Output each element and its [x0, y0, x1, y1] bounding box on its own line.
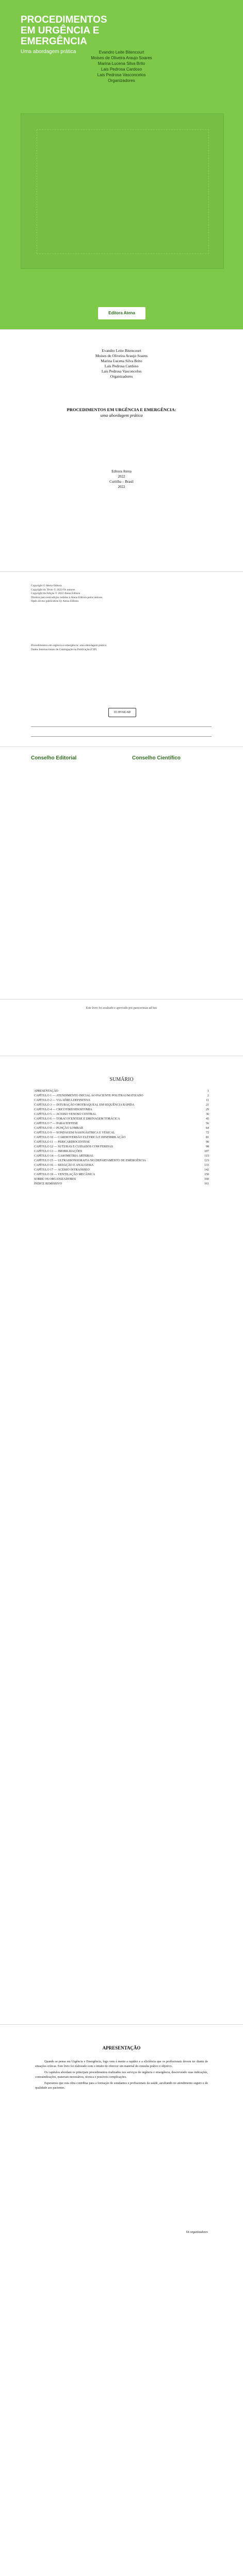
toc-entry-label: APRESENTAÇÃO	[34, 1090, 58, 1093]
title-page	[0, 330, 243, 572]
toc-entry-page: 36	[206, 1113, 209, 1116]
toc-entry[interactable]	[34, 1131, 209, 1135]
cover-authors	[0, 49, 243, 83]
toc-entry[interactable]	[34, 1168, 209, 1172]
toc-entry-page: 160	[204, 1178, 209, 1181]
toc-entry[interactable]	[34, 1112, 209, 1116]
presentation-signature: Os organizadores	[186, 2231, 208, 2234]
toc-entry[interactable]	[34, 1140, 209, 1144]
toc-entry[interactable]	[34, 1117, 209, 1121]
toc-entry[interactable]	[34, 1182, 209, 1186]
book-subtitle: uma abordagem prática	[100, 413, 143, 418]
toc-entry-label: CAPÍTULO 3 — INTUBAÇÃO OROTRAQUEAL EM SEQUÊNCIA RÁPIDA	[34, 1104, 135, 1107]
title-page-title	[31, 407, 212, 418]
toc-entry-label: CAPÍTULO 17 — ACESSO INTRAÓSSEO	[34, 1168, 90, 1172]
toc-entry-page: 107	[204, 1150, 209, 1153]
organizer-name: Marina Lucena Silva Brito	[101, 359, 142, 363]
copyright-line: Copyright do Texto © 2022 Os autores	[31, 588, 75, 591]
toc-entry-page: 72	[206, 1131, 209, 1134]
toc-entry-page: 90	[206, 1141, 209, 1144]
imprint-line: Editora Atena	[111, 469, 132, 473]
cover-title-line: EM URGÊNCIA E	[21, 25, 100, 36]
presentation-heading: APRESENTAÇÃO	[102, 2045, 141, 2050]
evaluation-note-page	[0, 999, 243, 1056]
toc-entry-label: CAPÍTULO 1 — ATENDIMENTO INICIAL AO PACIENTE POLITRAUMATIZADO	[34, 1094, 143, 1097]
evaluation-note: Este livro foi avaliado e aprovado por pareceristas ad hoc	[86, 1007, 157, 1010]
toc-entry[interactable]	[34, 1145, 209, 1149]
toc-entry[interactable]	[34, 1163, 209, 1167]
toc-entry[interactable]	[34, 1089, 209, 1093]
presentation-paragraph: Os capítulos abordam os principais procedimentos realizados nos serviços de urgência e emergência, descrevendo suas indicações, contraindicações, materiais necessários, técnica e possíveis complicações.	[35, 2071, 208, 2079]
copyright-line: Direitos para esta edição cedidos à Atena Editora pelos autores.	[31, 596, 103, 599]
toc-entry-label: CAPÍTULO 9 — SONDAGEM NASOGÁSTRICA E VESICAL	[34, 1131, 115, 1134]
toc-entry[interactable]	[34, 1173, 209, 1177]
toc-entry-page: 98	[206, 1145, 209, 1148]
toc-entry[interactable]	[34, 1136, 209, 1140]
toc-entry-label: SOBRE OS ORGANIZADORES	[34, 1178, 76, 1181]
toc-entry-label: CAPÍTULO 16 — SEDAÇÃO E ANALGESIA	[34, 1164, 94, 1167]
cover-title-block	[21, 14, 107, 55]
toc-entry-label: CAPÍTULO 18 — VENTILAÇÃO MECÂNICA	[34, 1173, 95, 1176]
toc-entry[interactable]	[34, 1126, 209, 1130]
toc-entry[interactable]	[34, 1122, 209, 1126]
organizer-name: Evandro Leite Bitencourt	[102, 348, 141, 353]
presentation-paragraph: Quando se pensa em Urgência e Emergência, logo vem à mente a rapidez e a eficiência que os profissionais devem ter diante de situações críticas. Este livro foi elaborado com o intuito de oferecer um material de consulta prático e objetivo.	[35, 2060, 208, 2068]
organizer-name: Moises de Oliveira Araujo Soares	[95, 353, 148, 358]
author-name: Lais Pedrosa Cardoso	[101, 67, 142, 72]
organizer-role: Organizadores	[110, 374, 133, 379]
author-name: Marina Lucena Silva Brito	[98, 61, 145, 66]
cover-title-line: PROCEDIMENTOS	[21, 14, 107, 25]
cover-subtitle: Uma abordagem prática	[21, 49, 76, 55]
toc-entry-page: 133	[204, 1164, 209, 1167]
toc-entry-page: 64	[206, 1127, 209, 1130]
toc-entry-label: CAPÍTULO 14 — GASOMETRIA ARTERIAL	[34, 1155, 94, 1158]
imprint-line: 2022	[118, 474, 125, 479]
cover-image-frame	[37, 129, 209, 254]
toc-entry-page: 29	[206, 1108, 209, 1111]
imprint-line: Curitiba – Brasil	[109, 480, 134, 484]
toc-entry-label: CAPÍTULO 8 — PUNÇÃO LOMBAR	[34, 1127, 84, 1130]
toc-entry-page: 150	[204, 1173, 209, 1176]
toc-entry[interactable]	[34, 1108, 209, 1112]
toc-entry-label: CAPÍTULO 6 — TORACOCENTESE E DRENAGEM TORÁCICA	[34, 1117, 120, 1121]
toc-entry[interactable]	[34, 1098, 209, 1103]
catalog-line: Dados Internacionais de Catalogação na Publicação (CIP)	[31, 648, 97, 651]
cover-title-line: EMERGÊNCIA	[21, 36, 87, 47]
copyright-block	[31, 584, 212, 604]
toc-entry[interactable]	[34, 1177, 209, 1181]
toc-entry[interactable]	[34, 1094, 209, 1098]
toc-entry[interactable]	[34, 1154, 209, 1158]
toc-list	[34, 1089, 209, 1187]
copyright-line: Copyright © Atena Editora	[31, 584, 62, 587]
toc-entry-label: CAPÍTULO 4 — CRICOTIREOIDOSTOMIA	[34, 1108, 92, 1111]
toc-entry-page: 2	[207, 1094, 209, 1097]
toc-entry-page: 115	[204, 1155, 209, 1158]
presentation-body	[35, 2060, 208, 2092]
author-name: Evandro Leite Bitencourt	[99, 50, 144, 55]
organizer-name: Lais Pedrosa Cardoso	[104, 364, 139, 368]
license-badge: CC BY-NC-ND	[108, 708, 136, 717]
toc-entry-label: CAPÍTULO 11 — PERICARDIOCENTESE	[34, 1141, 90, 1144]
toc-entry-page: 21	[206, 1104, 209, 1107]
editorial-board-page	[0, 747, 243, 999]
presentation-paragraph: Esperamos que esta obra contribua para a formação de estudantes e profissionais da saúde, auxiliando no atendimento seguro e de qualidade aos pacientes.	[35, 2082, 208, 2090]
author-name: Moises de Oliveira Araujo Soares	[91, 56, 152, 60]
title-page-names	[0, 348, 243, 379]
toc-entry[interactable]	[34, 1159, 209, 1163]
toc-entry-page: 1	[207, 1090, 209, 1093]
book-cover	[0, 0, 243, 330]
catalog-line: Procedimentos em urgência e emergência: uma abordagem prática	[31, 644, 106, 647]
toc-entry-label: CAPÍTULO 7 — PARACENTESE	[34, 1122, 78, 1125]
toc-entry-label: CAPÍTULO 2 — VIA AÉREA DEFINITIVA	[34, 1099, 90, 1102]
toc-entry-page: 123	[204, 1159, 209, 1162]
copyright-page	[0, 572, 243, 747]
toc-entry-page: 81	[206, 1136, 209, 1139]
imprint-line: 2022	[118, 485, 125, 489]
editorial-board-heading: Conselho Editorial	[31, 755, 77, 761]
toc-entry-label: ÍNDICE REMISSIVO	[34, 1182, 62, 1185]
table-of-contents-page	[0, 1056, 243, 2025]
toc-heading: SUMÁRIO	[109, 1077, 134, 1082]
toc-entry-page: 11	[206, 1099, 209, 1102]
toc-entry-page: 161	[204, 1182, 209, 1185]
book-title: PROCEDIMENTOS EM URGÊNCIA E EMERGÊNCIA:	[67, 407, 176, 412]
organizer-name: Lais Pedrosa Vasconcelos	[101, 369, 142, 374]
toc-entry-label: CAPÍTULO 12 — SUTURAS E CUIDADOS COM FERIDAS	[34, 1145, 113, 1148]
toc-entry[interactable]	[34, 1149, 209, 1154]
author-role: Organizadores	[108, 78, 135, 83]
title-page-imprint	[0, 469, 243, 489]
toc-entry-page: 56	[206, 1122, 209, 1125]
publisher-logo: Editora Atena	[98, 307, 145, 319]
toc-entry-label: CAPÍTULO 15 — ULTRASSONOGRAFIA NO DEPARTAMENTO DE EMERGÊNCIA	[34, 1159, 146, 1162]
catalog-card	[31, 726, 212, 737]
catalog-block	[31, 644, 212, 652]
author-name: Lais Pedrosa Vasconcelos	[97, 73, 146, 77]
toc-entry[interactable]	[34, 1103, 209, 1107]
toc-entry-label: CAPÍTULO 13 — IMOBILIZAÇÕES	[34, 1150, 82, 1153]
scientific-board-heading: Conselho Científico	[132, 755, 181, 761]
copyright-line: Open access publication by Atena Editora	[31, 600, 79, 603]
toc-entry-label: CAPÍTULO 10 — CARDIOVERSÃO ELÉTRICA E DESFIBRILAÇÃO	[34, 1136, 126, 1139]
cover-image-panel	[21, 113, 224, 269]
toc-entry-label: CAPÍTULO 5 — ACESSO VENOSO CENTRAL	[34, 1113, 96, 1116]
copyright-line: Copyright da Edição © 2022 Atena Editora	[31, 592, 80, 595]
toc-entry-page: 142	[204, 1168, 209, 1172]
presentation-page	[0, 2025, 243, 2576]
toc-entry-page: 45	[206, 1117, 209, 1121]
